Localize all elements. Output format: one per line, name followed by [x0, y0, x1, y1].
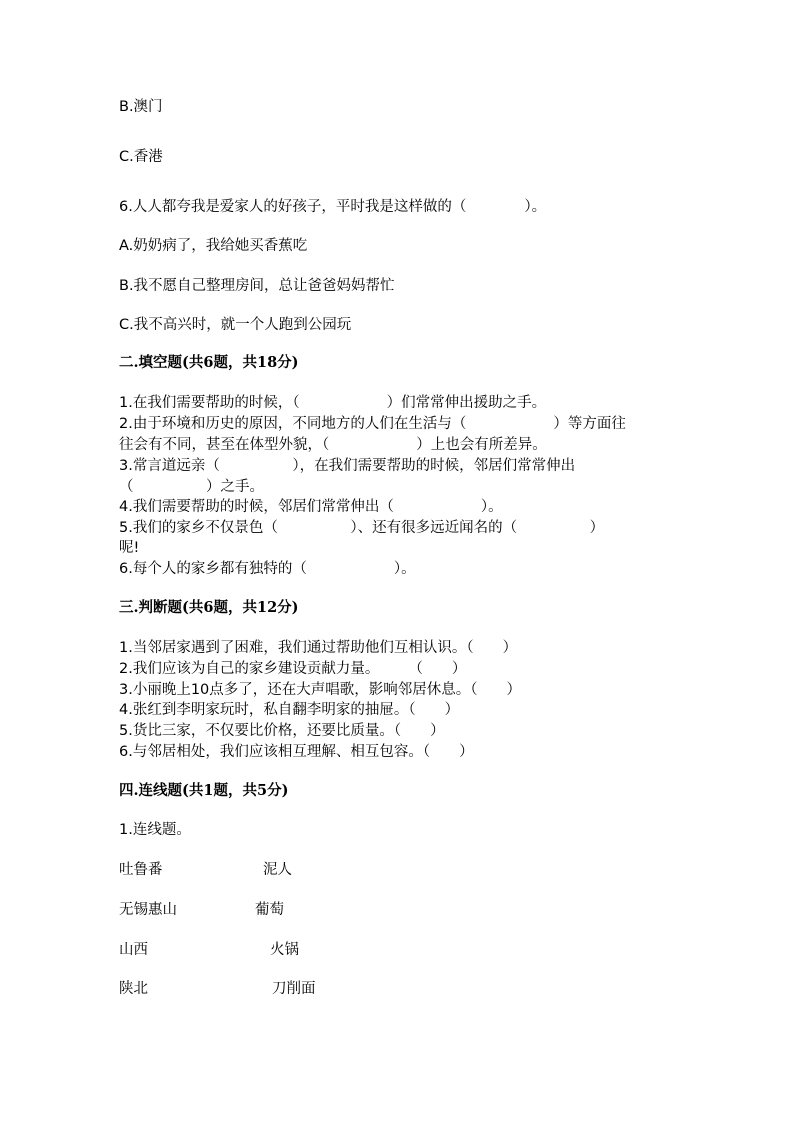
judge-line-6: 6.与邻居相处，我们应该相互理解、相互包容。（ ）	[119, 744, 474, 760]
match-right-item: 葡萄	[255, 902, 284, 918]
match-right-item: 火锅	[270, 942, 299, 958]
judge-line-4: 4.张红到李明家玩时，私自翻李明家的抽屉。（ ）	[119, 702, 460, 718]
fill-line-1: 1.在我们需要帮助的时候，（ ）们常常伸出援助之手。	[119, 395, 547, 411]
fill-line-6: 4.我们需要帮助的时候，邻居们常常伸出（ ）。	[119, 499, 503, 515]
judge-line-2: 2.我们应该为自己的家乡建设贡献力量。 （ ）	[119, 661, 467, 677]
fill-line-7: 5.我们的家乡不仅景色（ ）、还有很多远近闻名的（ ）	[119, 520, 605, 536]
section-2-title: 二.填空题(共6题，共18分)	[119, 354, 299, 371]
match-left-item: 山西	[119, 942, 148, 958]
match-right-item: 刀削面	[272, 981, 316, 997]
section-3-title: 三.判断题(共6题，共12分)	[119, 599, 299, 616]
judge-line-3: 3.小丽晚上10点多了，还在大声唱歌，影响邻居休息。（ ）	[119, 682, 522, 698]
fill-line-5: （ ）之手。	[119, 479, 264, 495]
option-c: C.香港	[119, 149, 163, 165]
question-6-stem: 6.人人都夸我是爱家人的好孩子，平时我是这样做的（ ）。	[119, 199, 547, 215]
section-4-title: 四.连线题(共1题，共5分)	[119, 782, 289, 799]
fill-line-3: 往会有不同，甚至在体型外貌，（ ）上也会有所差异。	[119, 437, 547, 453]
question-6-option-a: A.奶奶病了，我给她买香蕉吃	[119, 238, 308, 254]
match-right-item: 泥人	[263, 862, 292, 878]
judge-line-1: 1.当邻居家遇到了困难，我们通过帮助他们互相认识。（ ）	[119, 640, 518, 656]
judge-line-5: 5.货比三家，不仅要比价格，还要比质量。（ ）	[119, 723, 445, 739]
match-left-item: 无锡惠山	[119, 902, 177, 918]
fill-line-2: 2.由于环境和历史的原因，不同地方的人们在生活与（ ）等方面往	[119, 416, 626, 432]
question-6-option-b: B.我不愿自己整理房间，总让爸爸妈妈帮忙	[119, 278, 395, 294]
match-left-item: 陕北	[119, 981, 148, 997]
fill-line-9: 6.每个人的家乡都有独特的（ ）。	[119, 561, 416, 577]
matching-question: 1.连线题。	[119, 822, 191, 838]
fill-line-4: 3.常言道远亲（ ），在我们需要帮助的时候，邻居们常常伸出	[119, 458, 576, 474]
option-b: B.澳门	[119, 99, 163, 115]
question-6-option-c: C.我不高兴时，就一个人跑到公园玩	[119, 317, 352, 333]
fill-line-8: 呢!	[119, 540, 140, 556]
match-left-item: 吐鲁番	[119, 862, 163, 878]
